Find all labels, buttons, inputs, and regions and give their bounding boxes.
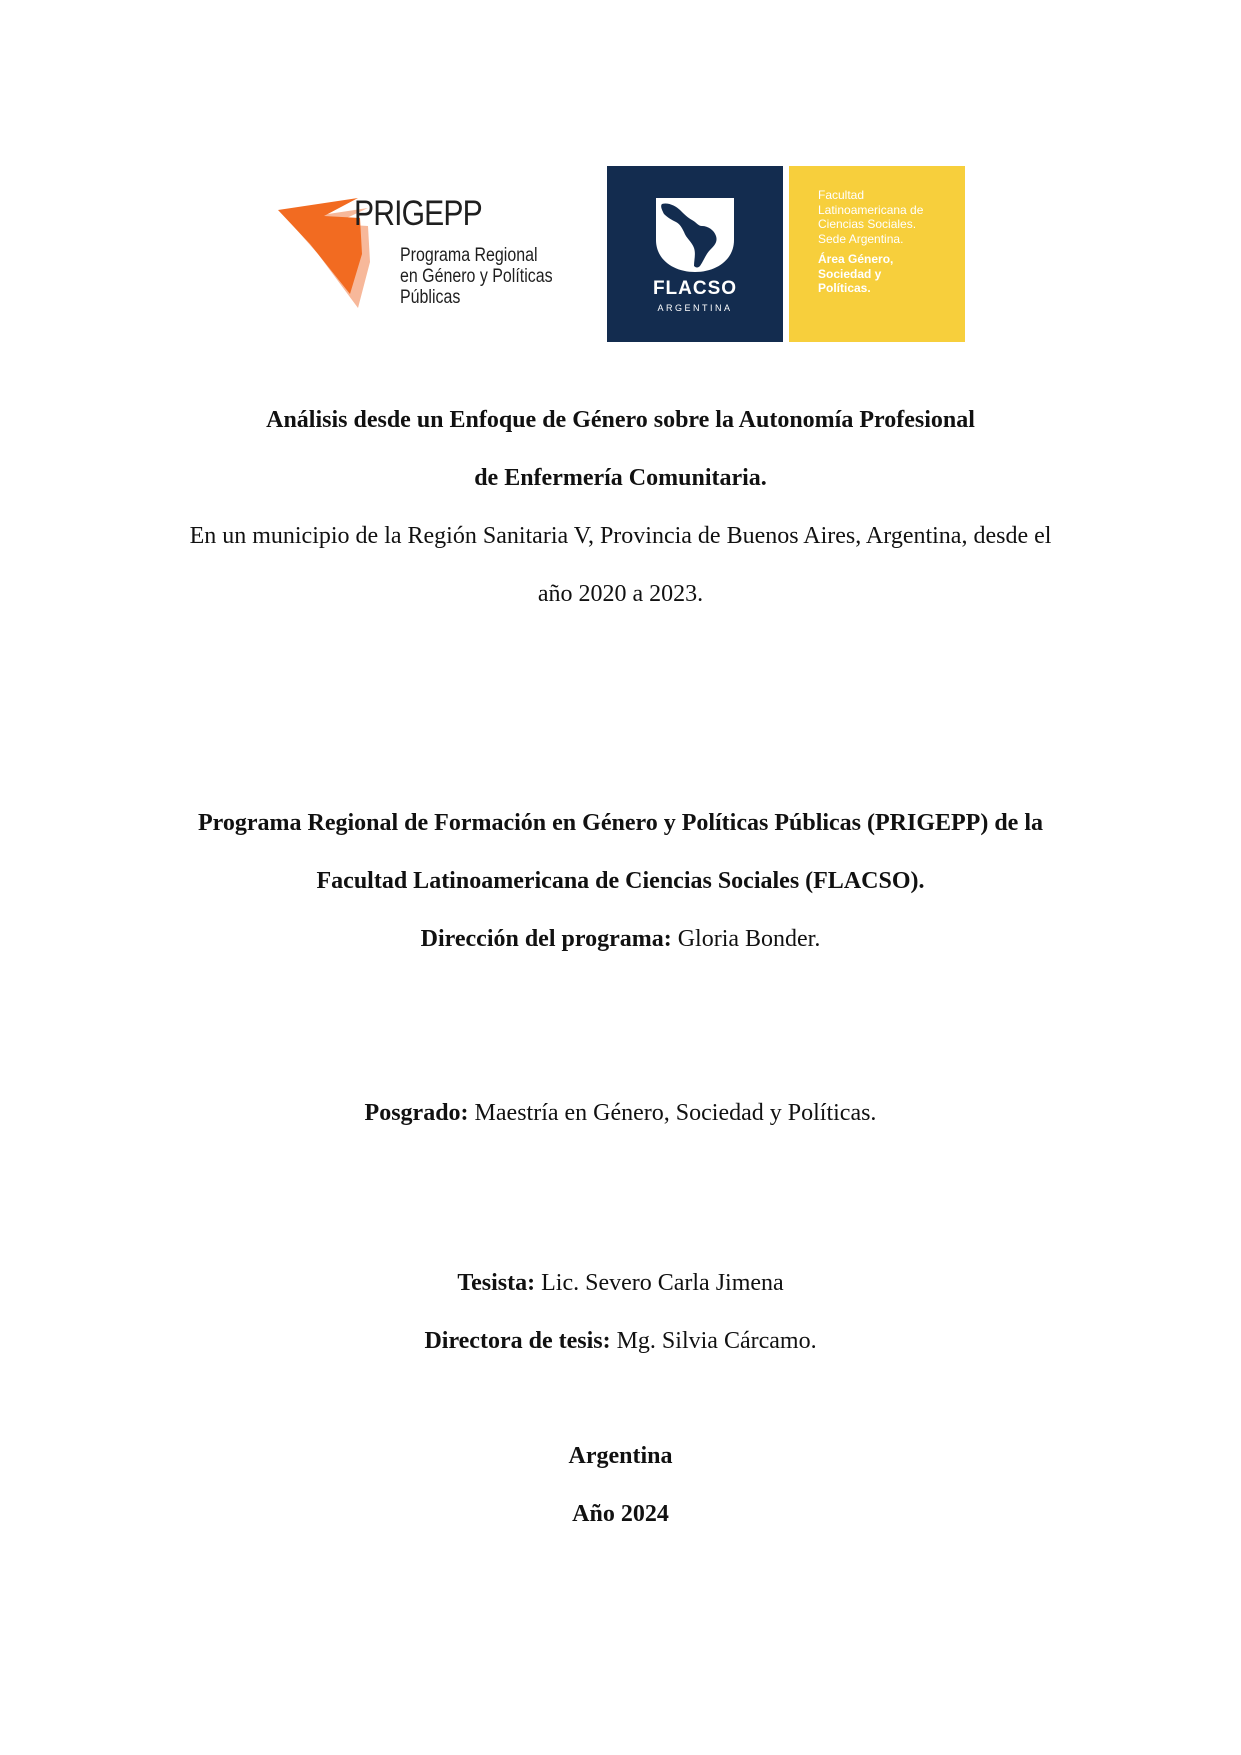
prigepp-logo <box>278 188 578 318</box>
posgrado <box>0 1100 1241 1127</box>
thesis-title-line-1: Análisis desde un Enfoque de Género sobre la Autonomía Profesional <box>266 407 975 433</box>
tesista-label: Tesista: <box>457 1270 536 1296</box>
posgrado-label: Posgrado: <box>364 1100 469 1126</box>
prigepp-title: PRIGEPP <box>354 194 482 233</box>
footer-year: Año 2024 <box>572 1501 669 1527</box>
prigepp-subtitle-line: en Género y Políticas <box>400 266 553 287</box>
directora-value: Mg. Silvia Cárcamo. <box>610 1328 817 1354</box>
directora <box>0 1328 1241 1355</box>
program-direction <box>0 926 1241 953</box>
program-direction-label: Dirección del programa: <box>420 926 672 952</box>
prigepp-subtitle-line: Programa Regional <box>400 245 538 266</box>
flacso-area-line: Área Género, <box>818 252 894 266</box>
directora-label: Directora de tesis: <box>424 1328 611 1354</box>
flacso-logo <box>607 166 965 342</box>
posgrado-value: Maestría en Género, Sociedad y Políticas. <box>468 1100 877 1126</box>
flacso-info-line: Ciencias Sociales. <box>818 217 917 231</box>
program-line-1: Programa Regional de Formación en Género y Políticas Públicas (PRIGEPP) de la <box>197 810 1043 836</box>
tesista-value: Lic. Severo Carla Jimena <box>535 1270 784 1296</box>
footer-country: Argentina <box>568 1443 673 1469</box>
prigepp-subtitle-line: Públicas <box>400 287 461 308</box>
program-line-2: Facultad Latinoamericana de Ciencias Sociales (FLACSO). <box>316 868 925 894</box>
flacso-area-line: Sociedad y <box>818 266 882 281</box>
americas-map-icon <box>654 196 736 274</box>
flacso-info-line: Sede Argentina. <box>818 231 904 246</box>
program-direction-value: Gloria Bonder. <box>671 926 821 952</box>
flacso-logo-blue-panel <box>607 166 783 342</box>
flacso-country: ARGENTINA <box>657 303 733 313</box>
flacso-name: FLACSO <box>652 278 738 299</box>
prigepp-subtitle <box>400 245 553 308</box>
tesista <box>0 1270 1241 1297</box>
thesis-subtitle-line-1: En un municipio de la Región Sanitaria V, Provincia de Buenos Aires, Argentina, desde el <box>189 523 1052 549</box>
flacso-info-line: Latinoamericana de <box>818 202 924 217</box>
flacso-area-line: Políticas. <box>818 281 871 295</box>
flacso-logo-yellow-panel <box>789 166 965 342</box>
thesis-subtitle-line-2: año 2020 a 2023. <box>537 581 704 607</box>
flacso-info-line: Facultad <box>818 188 865 202</box>
thesis-title-line-2: de Enfermería Comunitaria. <box>474 465 767 491</box>
flacso-info-text <box>818 188 923 296</box>
